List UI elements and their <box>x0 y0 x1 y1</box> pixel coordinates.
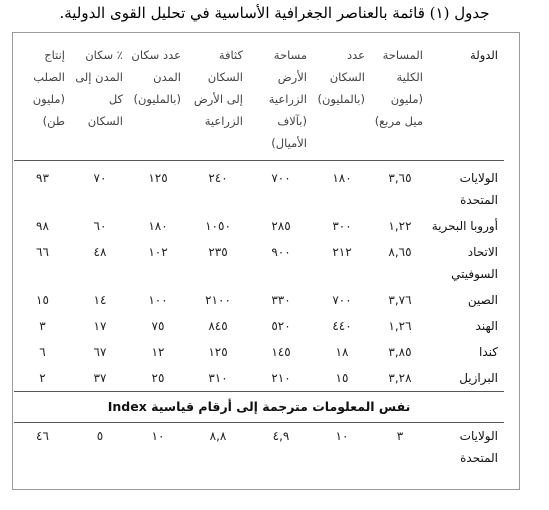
table-cell: ٣٠٠ <box>332 219 352 233</box>
section-header-row <box>14 392 504 423</box>
table-cell: ٣١٠ <box>208 371 228 385</box>
table-cell: ٦٧ <box>93 345 107 359</box>
section-title: نفس المعلومات مترجمة إلى أرقام قياسية Index <box>14 392 504 423</box>
table-cell: ٤٨ <box>93 245 107 259</box>
table-cell: ٨,٦٥ <box>388 245 412 259</box>
table-cell: ٢٤٠ <box>208 171 228 185</box>
table-cell: ٢ <box>39 371 46 385</box>
table-row <box>14 287 504 313</box>
table-cell: ١,٢٢ <box>388 219 412 233</box>
table-cell: ٥٢٠ <box>271 319 291 333</box>
table-cell: ١٢ <box>151 345 165 359</box>
table-cell: ١٤٥ <box>271 345 291 359</box>
table-cell: ٧٠٠ <box>332 293 352 307</box>
header-country: الدولة <box>429 40 504 161</box>
country-name: الصين <box>467 293 498 307</box>
table-cell: ١٠٠ <box>148 293 168 307</box>
table-cell: ٩٠٠ <box>271 245 291 259</box>
header-total-area: المساحة الكلية (مليون ميل مربع) <box>371 40 429 161</box>
table-cell: ٨٤٥ <box>208 319 228 333</box>
header-row <box>14 40 504 161</box>
index-row <box>14 423 504 472</box>
header-urban-percent: ٪ سكان المدن إلى كل السكان <box>71 40 129 161</box>
header-urban-population: عدد سكان المدن (بالمليون) <box>129 40 187 161</box>
table-cell: ٢٥ <box>151 371 165 385</box>
table-cell: ٣ <box>39 319 46 333</box>
table-cell: ٧٠ <box>93 171 107 185</box>
table-row <box>14 213 504 239</box>
header-agricultural-land: مساحة الأرض الزراعية (بآلاف الأميال) <box>249 40 313 161</box>
table-cell: ٣,٨٥ <box>388 345 412 359</box>
table-row <box>14 165 504 213</box>
country-name: الولايات المتحدة <box>459 429 498 465</box>
table-cell: ٧٠٠ <box>271 171 291 185</box>
table-cell: ١,٢٦ <box>388 319 412 333</box>
table-row <box>14 239 504 287</box>
table-cell: ١٢٥ <box>148 171 168 185</box>
table-cell: ٤٤٠ <box>332 319 352 333</box>
table-cell: ١٠ <box>151 429 165 443</box>
table-cell: ٩٨ <box>36 219 49 233</box>
table-cell: ٢١٠٠ <box>205 293 231 307</box>
table-cell: ٦٠ <box>93 219 107 233</box>
table-cell: ٣,٦٥ <box>388 171 412 185</box>
table-cell: ٣٧ <box>93 371 107 385</box>
table-cell: ٦ <box>39 345 46 359</box>
table-cell: ٢١٢ <box>332 245 352 259</box>
table-cell: ٢١٠ <box>271 371 291 385</box>
table-cell: ٢٨٥ <box>271 219 291 233</box>
table-cell: ٣٣٠ <box>271 293 291 307</box>
data-table <box>14 40 504 471</box>
table-cell: ٨,٨ <box>209 429 227 443</box>
table-cell: ٦٦ <box>36 245 49 259</box>
country-name: الولايات المتحدة <box>459 171 498 207</box>
table-cell: ١٤ <box>93 293 107 307</box>
table-cell: ٧٥ <box>151 319 165 333</box>
table-cell: ١٨٠ <box>332 171 352 185</box>
table-row <box>14 339 504 365</box>
table-cell: ١٥ <box>335 371 349 385</box>
header-population: عدد السكان (بالمليون) <box>313 40 371 161</box>
table-cell: ٤,٩ <box>272 429 290 443</box>
header-population-density: كثافة السكان إلى الأرض الزراعية <box>187 40 249 161</box>
table-caption: جدول (١) قائمة بالعناصر الجغرافية الأساسية في تحليل القوى الدولية. <box>59 4 490 22</box>
table-cell: ١٢٥ <box>208 345 228 359</box>
table-cell: ٣,٧٦ <box>388 293 412 307</box>
table-cell: ١٨٠ <box>148 219 168 233</box>
table-cell: ١٧ <box>93 319 107 333</box>
header-steel-production: إنتاج الصلب (مليون طن) <box>14 40 71 161</box>
table-cell: ١٨ <box>335 345 349 359</box>
table-cell: ١٠ <box>335 429 349 443</box>
country-name: أوروبا البحرية <box>431 219 498 233</box>
table-cell: ١٠٥٠ <box>205 219 231 233</box>
table-cell: ١٠٢ <box>148 245 168 259</box>
country-name: كندا <box>479 345 498 359</box>
table-cell: ٥ <box>96 429 104 443</box>
country-name: البرازيل <box>459 371 498 385</box>
table-cell: ٢٣٥ <box>208 245 228 259</box>
table-cell: ٩٣ <box>36 171 49 185</box>
table-cell: ١٥ <box>36 293 49 307</box>
table-cell: ٤٦ <box>36 429 49 443</box>
table-row <box>14 365 504 392</box>
country-name: الاتحاد السوفيتي <box>451 245 498 281</box>
table-row <box>14 313 504 339</box>
country-name: الهند <box>475 319 498 333</box>
table-cell: ٣,٢٨ <box>388 371 412 385</box>
table-cell: ٣ <box>396 429 404 443</box>
